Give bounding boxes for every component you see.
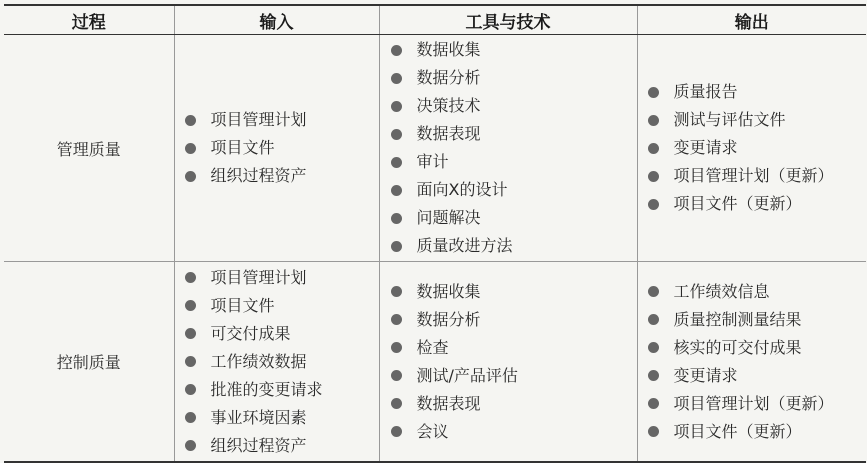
list-item — [183, 292, 379, 320]
outputs-cell — [637, 262, 866, 463]
list-item-text: 质量改进方法 — [416, 236, 513, 255]
list-item-text: 数据收集 — [416, 40, 481, 59]
list-item — [646, 334, 867, 362]
list-item-text: 项目文件 — [210, 138, 275, 157]
header-outputs: 输出 — [637, 5, 866, 35]
list-item — [646, 106, 867, 134]
list-item-text: 会议 — [416, 421, 449, 441]
bullet-icon — [648, 342, 659, 353]
list-item — [389, 306, 637, 334]
bullet-icon — [391, 286, 402, 297]
list-item — [389, 148, 637, 176]
list-item-text: 事业环境因素 — [210, 407, 307, 427]
list-item — [389, 390, 637, 418]
bullet-icon — [391, 45, 402, 56]
list-item — [389, 334, 637, 362]
list-item — [183, 376, 379, 404]
inputs-list — [175, 264, 379, 460]
list-item-text: 工作绩效数据 — [210, 351, 307, 371]
bullet-icon — [391, 101, 402, 112]
list-item-text: 项目管理计划（更新） — [673, 393, 834, 413]
tools-cell — [379, 262, 637, 463]
list-item-text: 检查 — [416, 337, 449, 357]
list-item — [389, 176, 637, 204]
bullet-icon — [391, 185, 402, 196]
list-item-text: 核实的可交付成果 — [673, 337, 802, 357]
bullet-icon — [391, 426, 402, 437]
list-item-text: 项目文件（更新） — [673, 421, 802, 441]
bullet-icon — [391, 342, 402, 353]
tools-cell — [379, 35, 637, 262]
list-item — [646, 162, 867, 190]
list-item-text: 变更请求 — [673, 138, 738, 157]
bullet-icon — [648, 370, 659, 381]
list-item — [389, 362, 637, 390]
list-item-text: 项目文件（更新） — [673, 194, 802, 213]
header-inputs: 输入 — [174, 5, 379, 35]
list-item — [389, 204, 637, 232]
list-item-text: 数据分析 — [416, 68, 481, 87]
bullet-icon — [648, 426, 659, 437]
list-item-text: 数据收集 — [416, 281, 481, 301]
bullet-icon — [391, 129, 402, 140]
bullet-icon — [185, 328, 196, 339]
outputs-cell — [637, 35, 866, 262]
bullet-icon — [648, 143, 659, 154]
bullet-icon — [185, 171, 196, 182]
list-item — [389, 278, 637, 306]
list-item-text: 数据分析 — [416, 309, 481, 329]
list-item-text: 决策技术 — [416, 96, 481, 115]
bullet-icon — [648, 286, 659, 297]
list-item-text: 质量报告 — [673, 82, 738, 101]
bullet-icon — [185, 384, 196, 395]
list-item-text: 问题解决 — [416, 208, 481, 227]
header-process: 过程 — [4, 5, 174, 35]
list-item — [389, 232, 637, 260]
list-item — [183, 348, 379, 376]
list-item — [646, 78, 867, 106]
list-item — [646, 362, 867, 390]
tools-list — [380, 36, 637, 260]
list-item — [183, 106, 379, 134]
list-item — [183, 404, 379, 432]
bullet-icon — [648, 87, 659, 98]
list-item — [646, 306, 867, 334]
bullet-icon — [391, 398, 402, 409]
bullet-icon — [185, 272, 196, 283]
list-item — [183, 264, 379, 292]
header-row — [4, 5, 866, 35]
list-item — [183, 162, 379, 190]
list-item-text: 测试与评估文件 — [673, 110, 786, 129]
bullet-icon — [391, 213, 402, 224]
process-cell: 控制质量 — [4, 262, 174, 463]
list-item — [646, 134, 867, 162]
list-item-text: 可交付成果 — [210, 323, 291, 343]
list-item — [646, 418, 867, 446]
table-row — [4, 35, 866, 262]
list-item — [646, 278, 867, 306]
inputs-list — [175, 106, 379, 190]
list-item-text: 变更请求 — [673, 365, 738, 385]
list-item — [183, 432, 379, 460]
list-item-text: 批准的变更请求 — [210, 379, 323, 399]
bullet-icon — [648, 398, 659, 409]
quality-process-table — [4, 4, 866, 463]
bullet-icon — [648, 199, 659, 210]
list-item — [646, 190, 867, 218]
table-row — [4, 262, 866, 463]
list-item-text: 面向X的设计 — [416, 180, 508, 199]
list-item-text: 组织过程资产 — [210, 435, 307, 455]
list-item — [389, 418, 637, 446]
list-item — [389, 120, 637, 148]
bullet-icon — [185, 115, 196, 126]
bullet-icon — [648, 115, 659, 126]
bullet-icon — [648, 314, 659, 325]
list-item-text: 审计 — [416, 152, 449, 171]
list-item-text: 工作绩效信息 — [673, 281, 770, 301]
list-item — [183, 134, 379, 162]
process-cell: 管理质量 — [4, 35, 174, 262]
list-item — [646, 390, 867, 418]
list-item — [389, 92, 637, 120]
list-item-text: 测试/产品评估 — [416, 365, 518, 385]
list-item — [389, 36, 637, 64]
tools-list — [380, 278, 637, 446]
list-item-text: 项目管理计划（更新） — [673, 166, 834, 185]
bullet-icon — [391, 241, 402, 252]
outputs-list — [638, 78, 867, 218]
header-tools: 工具与技术 — [379, 5, 637, 35]
list-item-text: 项目管理计划 — [210, 110, 307, 129]
outputs-list — [638, 278, 867, 446]
list-item-text: 数据表现 — [416, 124, 481, 143]
bullet-icon — [391, 314, 402, 325]
list-item-text: 项目文件 — [210, 295, 275, 315]
list-item-text: 组织过程资产 — [210, 166, 307, 185]
list-item — [183, 320, 379, 348]
bullet-icon — [185, 300, 196, 311]
bullet-icon — [391, 370, 402, 381]
inputs-cell — [174, 262, 379, 463]
list-item-text: 项目管理计划 — [210, 267, 307, 287]
list-item — [389, 64, 637, 92]
bullet-icon — [185, 412, 196, 423]
bullet-icon — [648, 171, 659, 182]
inputs-cell — [174, 35, 379, 262]
list-item-text: 质量控制测量结果 — [673, 309, 802, 329]
bullet-icon — [185, 143, 196, 154]
list-item-text: 数据表现 — [416, 393, 481, 413]
bullet-icon — [185, 356, 196, 367]
bullet-icon — [185, 440, 196, 451]
bullet-icon — [391, 73, 402, 84]
bullet-icon — [391, 157, 402, 168]
